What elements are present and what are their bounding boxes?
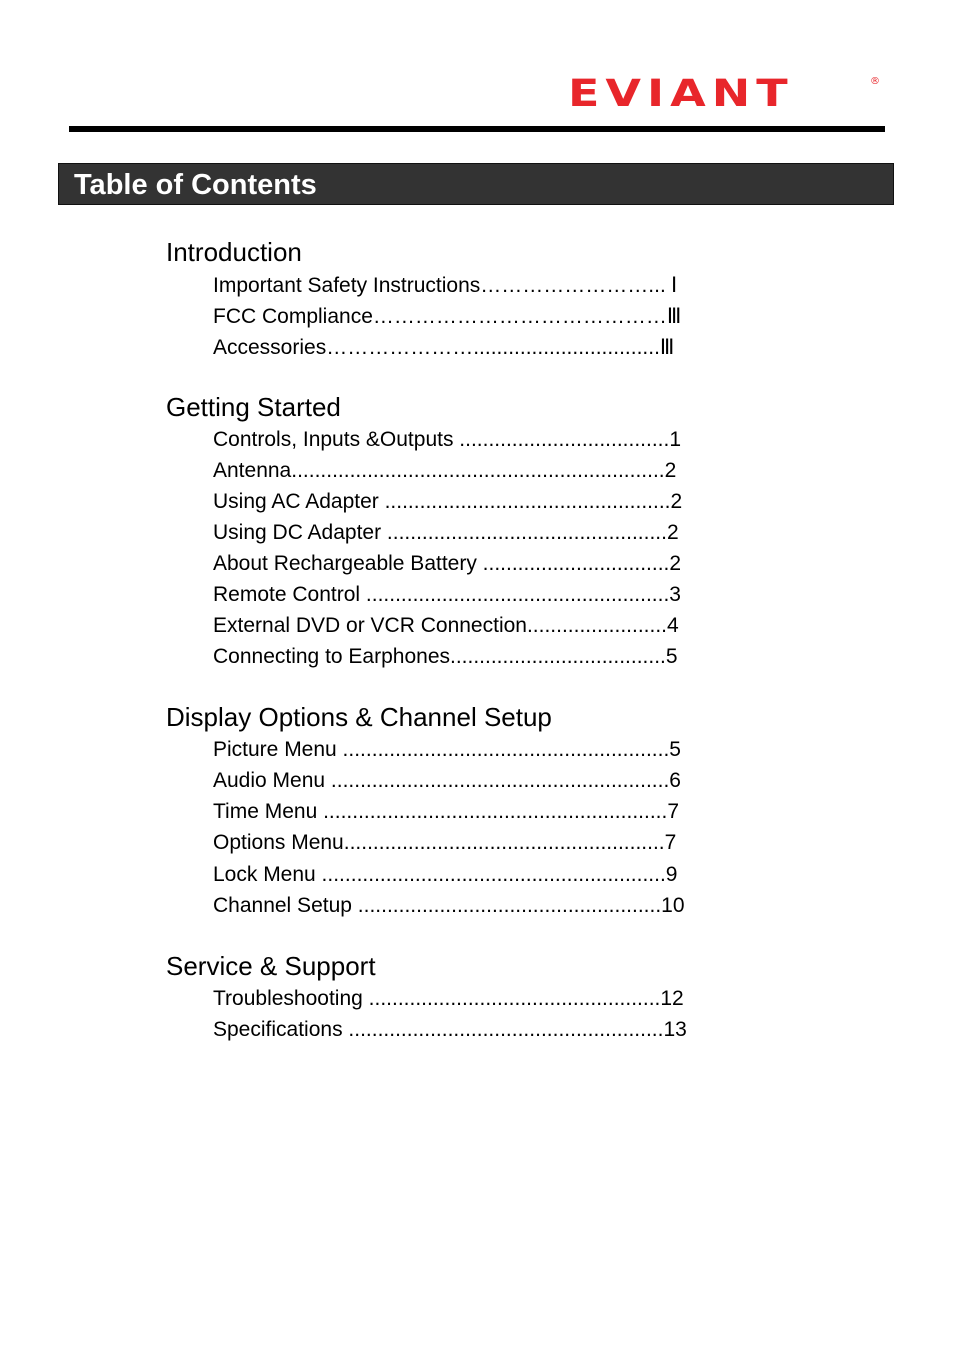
eviant-logo [568, 70, 886, 120]
toc-entry[interactable]: Time Menu ...........................................................7 [213, 800, 679, 823]
toc-entry[interactable]: Controls, Inputs &Outputs ....................................1 [213, 428, 682, 451]
toc-entry[interactable]: Using DC Adapter ................................................2 [213, 521, 679, 544]
toc-entry[interactable]: Remote Control ....................................................3 [213, 583, 681, 606]
toc-entry[interactable]: Connecting to Earphones.....................................5 [213, 645, 678, 668]
toc-entry[interactable]: Specifications ......................................................13 [213, 1018, 687, 1041]
toc-entry[interactable] [213, 272, 677, 299]
logo-text: EVIANT [568, 70, 794, 115]
toc-entry[interactable]: Antenna................................................................2 [213, 459, 677, 482]
section-title-introduction: Introduction [166, 237, 302, 267]
registered-mark: ® [870, 76, 880, 87]
toc-entry[interactable] [213, 303, 681, 330]
toc-entry[interactable]: Picture Menu ........................................................5 [213, 738, 681, 761]
toc-entry[interactable]: Using AC Adapter .................................................2 [213, 490, 683, 513]
toc-entry[interactable]: Troubleshooting ..................................................12 [213, 987, 684, 1010]
toc-entry[interactable]: Channel Setup ....................................................10 [213, 894, 685, 917]
toc-entry[interactable]: Options Menu.......................................................7 [213, 831, 677, 854]
toc-entry[interactable]: Audio Menu ..........................................................6 [213, 769, 681, 792]
toc-entry-page: Ⅲ [659, 335, 675, 359]
toc-title-bar [58, 163, 894, 205]
page-title: Table of Contents [74, 169, 317, 201]
section-title-display-options: Display Options & Channel Setup [166, 702, 552, 732]
toc-entry-text: Accessories…………………................................ [213, 336, 660, 359]
toc-entry-text: Important Safety Instructions……………………... [213, 274, 666, 297]
section-title-service-support: Service & Support [166, 951, 376, 981]
toc-entry[interactable]: About Rechargeable Battery ................................2 [213, 552, 682, 575]
toc-entry[interactable]: Lock Menu ...........................................................9 [213, 863, 678, 886]
section-title-getting-started: Getting Started [166, 392, 341, 422]
toc-entry-page: Ⅰ [665, 273, 678, 297]
toc-entry[interactable]: External DVD or VCR Connection........................4 [213, 614, 679, 637]
header-rule [69, 126, 885, 132]
toc-entry-text: FCC Compliance…………………………………… [213, 305, 667, 328]
toc-entry-page: Ⅲ [666, 304, 682, 328]
toc-entry[interactable] [213, 334, 674, 361]
